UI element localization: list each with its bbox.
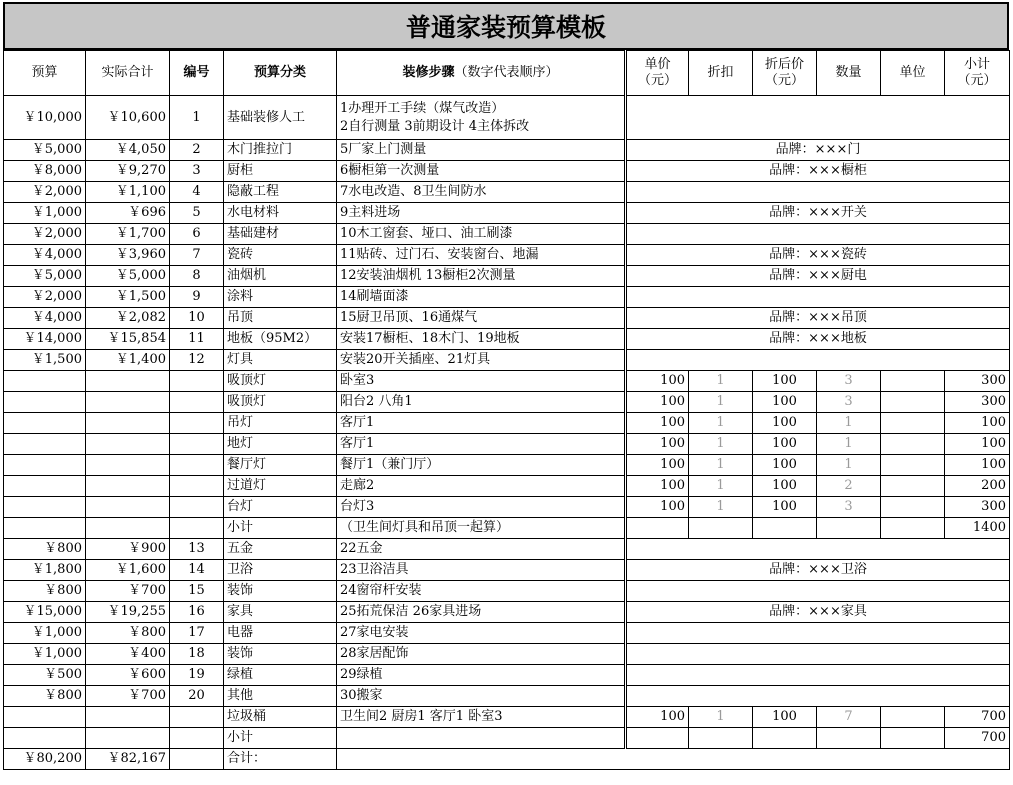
actual-cell: ￥9,270 [86, 161, 170, 182]
budget-cell [4, 476, 86, 497]
brand-cell: 品牌：×××橱柜 [626, 161, 1010, 182]
category-cell: 小计 [224, 518, 337, 539]
budget-cell: ￥2,000 [4, 287, 86, 308]
unit-cell [881, 392, 945, 413]
actual-cell: ￥600 [86, 665, 170, 686]
table-row [4, 707, 1010, 728]
table-row [4, 497, 1010, 518]
discounted-price-cell: 100 [753, 392, 817, 413]
category-cell: 台灯 [224, 497, 337, 518]
header-budget: 预算 [4, 51, 86, 96]
steps-cell: 阳台2 八角1 [337, 392, 626, 413]
steps-cell: 29绿植 [337, 665, 626, 686]
category-cell: 涂料 [224, 287, 337, 308]
steps-cell: 1办理开工手续（煤气改造） 2自行测量 3前期设计 4主体拆改 [337, 96, 626, 140]
category-cell: 木门推拉门 [224, 140, 337, 161]
steps-cell: 安装20开关插座、21灯具 [337, 350, 626, 371]
table-row [4, 96, 1010, 140]
subtotal-cell: 100 [945, 434, 1010, 455]
steps-cell: 27家电安装 [337, 623, 626, 644]
sheet-title: 普通家装预算模板 [3, 2, 1009, 50]
actual-cell [86, 455, 170, 476]
quantity-cell [817, 518, 881, 539]
budget-cell: ￥14,000 [4, 329, 86, 350]
steps-cell: 餐厅1（兼门厅） [337, 455, 626, 476]
subtotal-cell: 1400 [945, 518, 1010, 539]
category-cell: 灯具 [224, 350, 337, 371]
steps-cell: 卫生间2 厨房1 客厅1 卧室3 [337, 707, 626, 728]
total-actual-cell: ￥82,167 [86, 749, 170, 770]
header-discount: 折扣 [689, 51, 753, 96]
budget-cell [4, 728, 86, 749]
unit-cell [881, 518, 945, 539]
number-cell: 11 [170, 329, 224, 350]
category-cell: 餐厅灯 [224, 455, 337, 476]
actual-cell [86, 707, 170, 728]
actual-cell: ￥3,960 [86, 245, 170, 266]
actual-cell [86, 476, 170, 497]
header-row [4, 51, 1010, 96]
discount-cell: 1 [689, 707, 753, 728]
actual-cell: ￥1,100 [86, 182, 170, 203]
unit-cell [881, 434, 945, 455]
actual-cell [86, 728, 170, 749]
actual-cell [86, 434, 170, 455]
budget-cell: ￥1,000 [4, 623, 86, 644]
steps-cell: 6橱柜第一次测量 [337, 161, 626, 182]
table-row [4, 329, 1010, 350]
table-row [4, 686, 1010, 707]
budget-cell: ￥4,000 [4, 245, 86, 266]
budget-cell: ￥5,000 [4, 140, 86, 161]
subtotal-cell: 100 [945, 455, 1010, 476]
category-cell: 吊灯 [224, 413, 337, 434]
total-rest-cell [337, 749, 1010, 770]
unit-cell [881, 476, 945, 497]
unit-cell [881, 707, 945, 728]
number-cell: 5 [170, 203, 224, 224]
actual-cell: ￥1,700 [86, 224, 170, 245]
category-cell: 厨柜 [224, 161, 337, 182]
budget-cell [4, 413, 86, 434]
header-unit-price: 单价（元） [626, 51, 689, 96]
total-budget-cell: ￥80,200 [4, 749, 86, 770]
unit-price-cell: 100 [626, 434, 689, 455]
brand-cell [626, 644, 1010, 665]
number-cell: 8 [170, 266, 224, 287]
actual-cell [86, 413, 170, 434]
subtotal-cell: 200 [945, 476, 1010, 497]
actual-cell: ￥696 [86, 203, 170, 224]
table-row [4, 266, 1010, 287]
discount-cell: 1 [689, 413, 753, 434]
actual-cell: ￥400 [86, 644, 170, 665]
discounted-price-cell: 100 [753, 497, 817, 518]
table-row [4, 581, 1010, 602]
number-cell [170, 497, 224, 518]
budget-cell: ￥2,000 [4, 224, 86, 245]
steps-cell [337, 728, 626, 749]
quantity-cell: 3 [817, 497, 881, 518]
discount-cell: 1 [689, 476, 753, 497]
actual-cell: ￥800 [86, 623, 170, 644]
number-cell: 1 [170, 96, 224, 140]
subtotal-cell: 300 [945, 392, 1010, 413]
header-unit: 单位 [881, 51, 945, 96]
budget-sheet [3, 2, 1009, 770]
category-cell: 瓷砖 [224, 245, 337, 266]
quantity-cell: 1 [817, 413, 881, 434]
number-cell [170, 434, 224, 455]
discounted-price-cell [753, 728, 817, 749]
discounted-price-cell: 100 [753, 371, 817, 392]
budget-cell: ￥10,000 [4, 96, 86, 140]
table-row [4, 203, 1010, 224]
brand-cell: 品牌：×××家具 [626, 602, 1010, 623]
brand-cell [626, 539, 1010, 560]
category-cell: 电器 [224, 623, 337, 644]
steps-cell: 30搬家 [337, 686, 626, 707]
steps-cell: 24窗帘杆安装 [337, 581, 626, 602]
table-row [4, 413, 1010, 434]
number-cell: 20 [170, 686, 224, 707]
subtotal-cell: 700 [945, 707, 1010, 728]
unit-price-cell: 100 [626, 707, 689, 728]
quantity-cell: 2 [817, 476, 881, 497]
table-row [4, 161, 1010, 182]
table-row [4, 350, 1010, 371]
brand-cell [626, 581, 1010, 602]
number-cell [170, 455, 224, 476]
discount-cell: 1 [689, 434, 753, 455]
budget-cell: ￥800 [4, 581, 86, 602]
header-actual: 实际合计 [86, 51, 170, 96]
discount-cell [689, 518, 753, 539]
category-cell: 装饰 [224, 581, 337, 602]
table-row [4, 434, 1010, 455]
table-row [4, 455, 1010, 476]
actual-cell [86, 371, 170, 392]
brand-cell: 品牌：×××瓷砖 [626, 245, 1010, 266]
discount-cell: 1 [689, 455, 753, 476]
subtotal-cell: 300 [945, 497, 1010, 518]
table-row [4, 392, 1010, 413]
category-cell: 油烟机 [224, 266, 337, 287]
category-cell: 小计 [224, 728, 337, 749]
brand-cell: 品牌：×××卫浴 [626, 560, 1010, 581]
actual-cell [86, 392, 170, 413]
number-cell [170, 413, 224, 434]
actual-cell: ￥4,050 [86, 140, 170, 161]
discount-cell: 1 [689, 497, 753, 518]
header-steps-bold: 装修步骤 [402, 65, 455, 80]
unit-price-cell: 100 [626, 476, 689, 497]
brand-cell [626, 182, 1010, 203]
number-cell [170, 392, 224, 413]
unit-cell [881, 455, 945, 476]
category-cell: 水电材料 [224, 203, 337, 224]
total-row [4, 749, 1010, 770]
steps-cell: 安装17橱柜、18木门、19地板 [337, 329, 626, 350]
steps-cell: 14刷墙面漆 [337, 287, 626, 308]
table-row [4, 665, 1010, 686]
budget-cell [4, 518, 86, 539]
unit-cell [881, 728, 945, 749]
number-cell: 3 [170, 161, 224, 182]
steps-cell: 23卫浴洁具 [337, 560, 626, 581]
number-cell: 19 [170, 665, 224, 686]
number-cell: 16 [170, 602, 224, 623]
discounted-price-cell: 100 [753, 434, 817, 455]
steps-cell: 12安装油烟机 13橱柜2次测量 [337, 266, 626, 287]
header-steps-note: （数字代表顺序） [454, 65, 559, 80]
brand-cell: 品牌：×××门 [626, 140, 1010, 161]
budget-cell [4, 707, 86, 728]
number-cell [170, 518, 224, 539]
unit-price-cell [626, 518, 689, 539]
actual-cell [86, 497, 170, 518]
table-row [4, 140, 1010, 161]
brand-cell [626, 287, 1010, 308]
number-cell: 15 [170, 581, 224, 602]
steps-cell: 9主料进场 [337, 203, 626, 224]
unit-cell [881, 413, 945, 434]
number-cell: 2 [170, 140, 224, 161]
subtotal-cell: 700 [945, 728, 1010, 749]
brand-cell [626, 224, 1010, 245]
steps-cell: 7水电改造、8卫生间防水 [337, 182, 626, 203]
number-cell [170, 476, 224, 497]
unit-price-cell: 100 [626, 371, 689, 392]
actual-cell: ￥1,600 [86, 560, 170, 581]
total-label-cell: 合计： [224, 749, 337, 770]
steps-cell: 台灯3 [337, 497, 626, 518]
number-cell: 17 [170, 623, 224, 644]
steps-cell: 5厂家上门测量 [337, 140, 626, 161]
category-cell: 吸顶灯 [224, 371, 337, 392]
number-cell: 9 [170, 287, 224, 308]
actual-cell: ￥1,500 [86, 287, 170, 308]
discounted-price-cell: 100 [753, 476, 817, 497]
header-quantity: 数量 [817, 51, 881, 96]
quantity-cell: 7 [817, 707, 881, 728]
budget-cell [4, 371, 86, 392]
budget-cell: ￥1,500 [4, 350, 86, 371]
actual-cell: ￥10,600 [86, 96, 170, 140]
budget-cell: ￥15,000 [4, 602, 86, 623]
number-cell [170, 728, 224, 749]
header-category: 预算分类 [224, 51, 337, 96]
actual-cell: ￥15,854 [86, 329, 170, 350]
brand-cell: 品牌：×××开关 [626, 203, 1010, 224]
unit-cell [881, 497, 945, 518]
budget-table [3, 50, 1010, 770]
header-subtotal: 小计（元） [945, 51, 1010, 96]
table-row [4, 182, 1010, 203]
category-cell: 基础装修人工 [224, 96, 337, 140]
number-cell: 18 [170, 644, 224, 665]
budget-cell: ￥1,800 [4, 560, 86, 581]
table-row [4, 224, 1010, 245]
steps-cell: 客厅1 [337, 434, 626, 455]
budget-cell: ￥8,000 [4, 161, 86, 182]
table-row [4, 371, 1010, 392]
number-cell: 4 [170, 182, 224, 203]
actual-cell: ￥700 [86, 581, 170, 602]
number-cell: 7 [170, 245, 224, 266]
steps-cell: 25拓荒保洁 26家具进场 [337, 602, 626, 623]
steps-cell: 客厅1 [337, 413, 626, 434]
discounted-price-cell: 100 [753, 455, 817, 476]
table-row [4, 476, 1010, 497]
number-cell: 6 [170, 224, 224, 245]
category-cell: 地板（95M2） [224, 329, 337, 350]
subtotal-cell: 100 [945, 413, 1010, 434]
steps-cell: 15厨卫吊顶、16通煤气 [337, 308, 626, 329]
budget-cell: ￥1,000 [4, 203, 86, 224]
discounted-price-cell [753, 518, 817, 539]
quantity-cell: 1 [817, 434, 881, 455]
unit-price-cell: 100 [626, 455, 689, 476]
discount-cell: 1 [689, 392, 753, 413]
steps-cell: 走廊2 [337, 476, 626, 497]
table-row [4, 602, 1010, 623]
number-cell: 12 [170, 350, 224, 371]
budget-cell: ￥800 [4, 539, 86, 560]
category-cell: 基础建材 [224, 224, 337, 245]
quantity-cell: 1 [817, 455, 881, 476]
actual-cell: ￥5,000 [86, 266, 170, 287]
number-cell [170, 749, 224, 770]
subtotal-row [4, 518, 1010, 539]
brand-cell [626, 665, 1010, 686]
category-cell: 其他 [224, 686, 337, 707]
budget-cell [4, 497, 86, 518]
brand-cell [626, 96, 1010, 140]
budget-cell: ￥2,000 [4, 182, 86, 203]
discounted-price-cell: 100 [753, 707, 817, 728]
discount-cell [689, 728, 753, 749]
quantity-cell: 3 [817, 392, 881, 413]
unit-cell [881, 371, 945, 392]
actual-cell [86, 518, 170, 539]
budget-cell [4, 392, 86, 413]
table-row [4, 539, 1010, 560]
table-row [4, 287, 1010, 308]
table-row [4, 308, 1010, 329]
unit-price-cell: 100 [626, 497, 689, 518]
quantity-cell [817, 728, 881, 749]
number-cell: 13 [170, 539, 224, 560]
steps-cell: 卧室3 [337, 371, 626, 392]
header-no: 编号 [170, 51, 224, 96]
actual-cell: ￥1,400 [86, 350, 170, 371]
subtotal-cell: 300 [945, 371, 1010, 392]
actual-cell: ￥700 [86, 686, 170, 707]
category-cell: 地灯 [224, 434, 337, 455]
budget-cell: ￥5,000 [4, 266, 86, 287]
budget-cell [4, 434, 86, 455]
unit-price-cell: 100 [626, 413, 689, 434]
category-cell: 隐蔽工程 [224, 182, 337, 203]
brand-cell [626, 686, 1010, 707]
subtotal-row [4, 728, 1010, 749]
category-cell: 吊顶 [224, 308, 337, 329]
brand-cell: 品牌：×××地板 [626, 329, 1010, 350]
actual-cell: ￥19,255 [86, 602, 170, 623]
budget-cell: ￥1,000 [4, 644, 86, 665]
actual-cell: ￥900 [86, 539, 170, 560]
header-steps [337, 51, 626, 96]
budget-cell: ￥4,000 [4, 308, 86, 329]
unit-price-cell [626, 728, 689, 749]
brand-cell [626, 350, 1010, 371]
quantity-cell: 3 [817, 371, 881, 392]
table-row [4, 245, 1010, 266]
category-cell: 绿植 [224, 665, 337, 686]
budget-cell: ￥800 [4, 686, 86, 707]
steps-cell: （卫生间灯具和吊顶一起算） [337, 518, 626, 539]
category-cell: 过道灯 [224, 476, 337, 497]
discount-cell: 1 [689, 371, 753, 392]
budget-cell: ￥500 [4, 665, 86, 686]
brand-cell: 品牌：×××吊顶 [626, 308, 1010, 329]
category-cell: 卫浴 [224, 560, 337, 581]
steps-cell: 22五金 [337, 539, 626, 560]
brand-cell: 品牌：×××厨电 [626, 266, 1010, 287]
discounted-price-cell: 100 [753, 413, 817, 434]
steps-cell: 11贴砖、过门石、安装窗台、地漏 [337, 245, 626, 266]
actual-cell: ￥2,082 [86, 308, 170, 329]
category-cell: 家具 [224, 602, 337, 623]
table-row [4, 644, 1010, 665]
table-row [4, 623, 1010, 644]
table-row [4, 560, 1010, 581]
unit-price-cell: 100 [626, 392, 689, 413]
number-cell [170, 707, 224, 728]
header-discounted-price: 折后价（元） [753, 51, 817, 96]
category-cell: 吸顶灯 [224, 392, 337, 413]
category-cell: 垃圾桶 [224, 707, 337, 728]
number-cell: 10 [170, 308, 224, 329]
number-cell: 14 [170, 560, 224, 581]
category-cell: 装饰 [224, 644, 337, 665]
brand-cell [626, 623, 1010, 644]
category-cell: 五金 [224, 539, 337, 560]
steps-cell: 28家居配饰 [337, 644, 626, 665]
steps-cell: 10木工窗套、垭口、油工刷漆 [337, 224, 626, 245]
number-cell [170, 371, 224, 392]
budget-cell [4, 455, 86, 476]
